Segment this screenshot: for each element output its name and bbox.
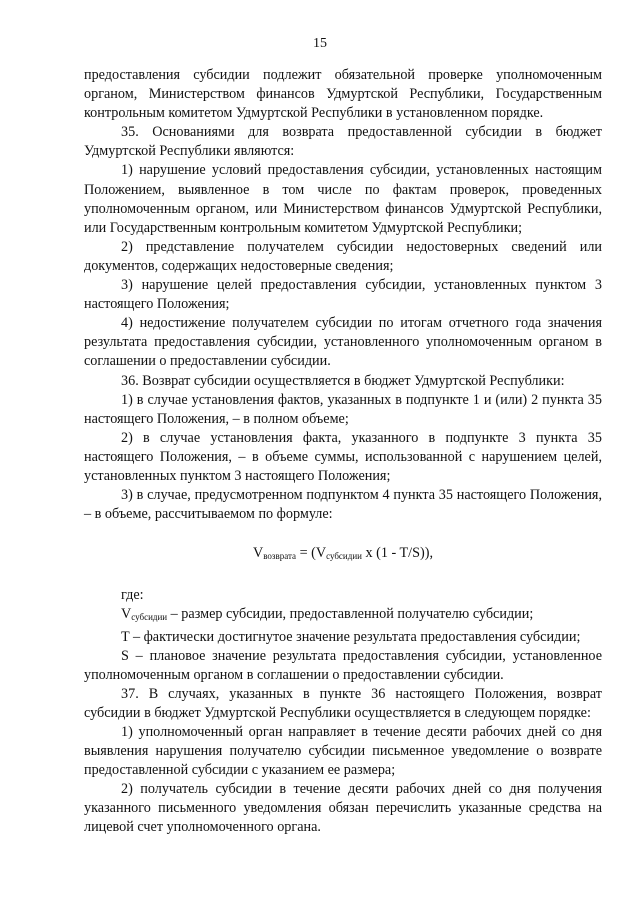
definition-v <box>84 605 602 627</box>
paragraph-35-item-2: 2) представление получателем субсидии недостоверных сведений или документов, содержащих недостоверные сведения; <box>84 238 602 274</box>
definition-t: T – фактически достигнутое значение результата предоставления субсидии; <box>121 628 581 645</box>
formula-equals: = (V <box>296 545 327 562</box>
paragraph-37-item-2: 2) получатель субсидии в течение десяти рабочих дней со дня получения указанного письменного уведомления обязан перечислить указанные средства на лицевой счет уполномоченного органа. <box>84 781 602 836</box>
where-label: где: <box>121 587 144 604</box>
definition-v-subscript: субсидии <box>131 612 168 623</box>
paragraph-36-item-2: 2) в случае установления факта, указанного в подпункте 3 пункта 35 настоящего Положения, – в объеме суммы, использованной с нарушением целей, установленных пунктом 3 настоящего Положения; <box>84 429 602 484</box>
paragraph-35-item-1: 1) нарушение условий предоставления субсидии, установленных настоящим Положением, выявленное в том числе по фактам проверок, проведенных уполномоченным органом, или Министерством финансов Удмуртской Республики, или Государственным контрольным комитетом Удмуртской Республики; <box>84 162 602 236</box>
formula-lhs-symbol: V <box>252 545 264 562</box>
paragraph-37-item-1: 1) уполномоченный орган направляет в течение десяти рабочих дней со дня выявления нарушения получателю субсидии письменное уведомление о возврате предоставленной субсидии с указанием ее размера; <box>84 724 602 779</box>
formula-lhs-subscript: возврата <box>263 551 297 562</box>
paragraph-35: 35. Основаниями для возврата предоставленной субсидии в бюджет Удмуртской Республики являются: <box>84 124 602 160</box>
paragraph-continuation: предоставления субсидии подлежит обязательной проверке уполномоченным органом, Министерством финансов Удмуртской Республики, Государственным контрольным комитетом Удмуртской Республики в установленном порядке. <box>84 67 602 122</box>
paragraph-36: 36. Возврат субсидии осуществляется в бюджет Удмуртской Республики: <box>121 372 565 389</box>
paragraph-36-item-1: 1) в случае установления фактов, указанных в подпункте 1 и (или) 2 пункта 35 настоящего Положения, – в полном объеме; <box>84 391 602 427</box>
paragraph-35-item-4: 4) недостижение получателем субсидии по итогам отчетного года значения результата предоставления субсидии, установленного уполномоченным органом в соглашении о предоставлении субсидии. <box>84 315 602 370</box>
definition-v-text: – размер субсидии, предоставленной получателю субсидии; <box>167 606 534 623</box>
formula-rhs-rest: x (1 - T/S)), <box>361 545 434 562</box>
definition-s: S – плановое значение результата предоставления субсидии, установленное уполномоченным органом в соглашении о предоставлении субсидии. <box>84 647 602 683</box>
page-number: 15 <box>313 36 327 51</box>
document-body <box>84 66 602 838</box>
paragraph-35-item-3: 3) нарушение целей предоставления субсидии, установленных пунктом 3 настоящего Положения; <box>84 277 602 313</box>
paragraph-36-item-3: 3) в случае, предусмотренном подпунктом 4 пункта 35 настоящего Положения, – в объеме, рассчитываемом по формуле: <box>84 487 602 523</box>
definition-v-symbol: V <box>121 606 132 623</box>
paragraph-37: 37. В случаях, указанных в пункте 36 настоящего Положения, возврат субсидии в бюджет Удмуртской Республики осуществляется в следующем порядке: <box>84 685 602 721</box>
return-formula <box>84 544 602 566</box>
formula-rhs-subscript: субсидии <box>326 551 362 562</box>
